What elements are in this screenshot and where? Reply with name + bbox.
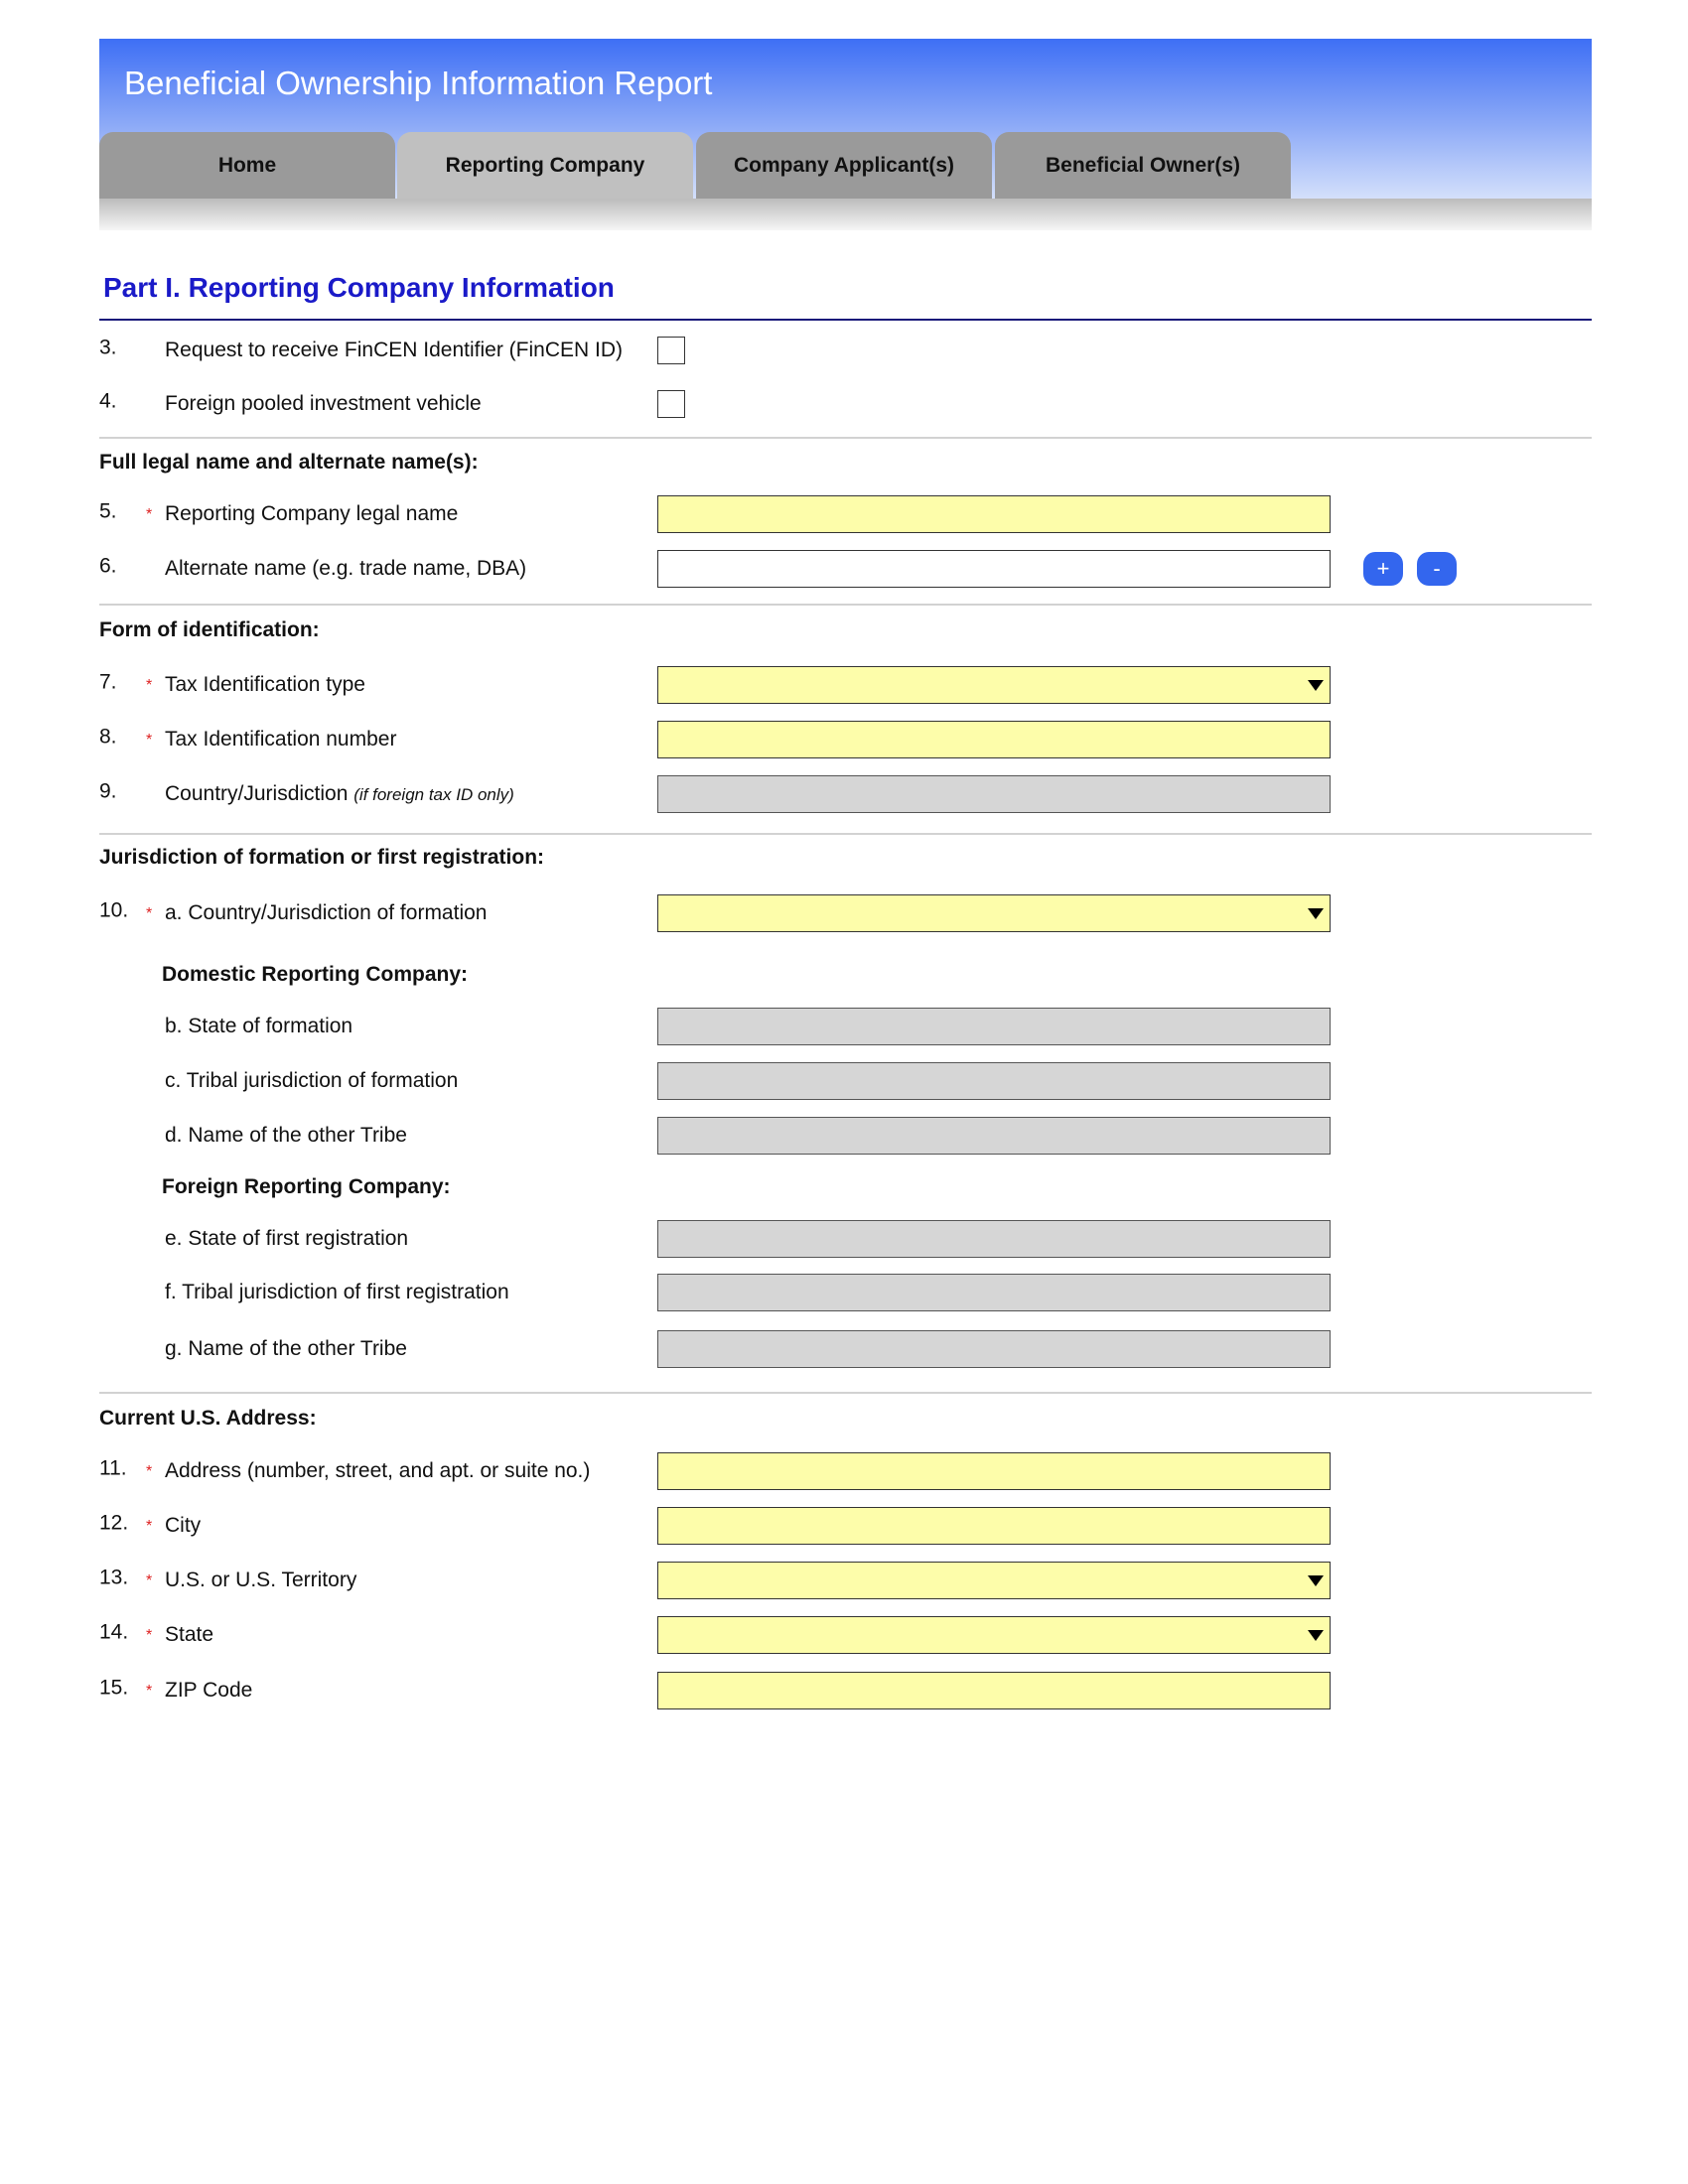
field-label-text: c. Tribal jurisdiction of formation	[165, 1069, 459, 1092]
tab-reporting-company[interactable]: Reporting Company	[397, 132, 693, 199]
field-label	[165, 1623, 213, 1647]
section-heading: Domestic Reporting Company:	[162, 963, 469, 986]
required-asterisk-icon: *	[146, 676, 153, 694]
required-asterisk-icon: *	[146, 1626, 153, 1644]
section-heading: Form of identification:	[99, 618, 320, 641]
field-label	[165, 1569, 356, 1592]
page-title: Part I. Reporting Company Information	[103, 272, 615, 303]
field-label-text: e. State of first registration	[165, 1227, 409, 1250]
required-asterisk-icon: *	[146, 1571, 153, 1589]
text-input	[657, 1008, 1331, 1045]
text-input[interactable]	[657, 495, 1331, 533]
field-label	[165, 1069, 458, 1093]
section-divider	[99, 437, 1592, 439]
field-label-text: g. Name of the other Tribe	[165, 1337, 407, 1360]
field-number: 7.	[99, 670, 117, 694]
field-label-text: Tax Identification number	[165, 728, 397, 751]
field-number: 6.	[99, 554, 117, 578]
field-label	[165, 1459, 590, 1483]
field-label	[165, 392, 482, 416]
field-label-text: City	[165, 1514, 202, 1537]
field-number: 11.	[99, 1456, 127, 1480]
required-asterisk-icon: *	[146, 1462, 153, 1480]
field-note: (if foreign tax ID only)	[353, 785, 514, 804]
dropdown-arrow-icon[interactable]	[1308, 1630, 1324, 1641]
required-asterisk-icon: *	[146, 1682, 153, 1700]
text-input[interactable]	[657, 1672, 1331, 1709]
field-label	[165, 1337, 407, 1361]
field-number: 10.	[99, 898, 129, 922]
section-divider	[99, 1392, 1592, 1394]
section-divider	[99, 833, 1592, 835]
field-label-text: State	[165, 1623, 214, 1646]
field-label	[165, 782, 514, 806]
text-input	[657, 775, 1331, 813]
field-number: 9.	[99, 779, 117, 803]
section-heading: Current U.S. Address:	[99, 1407, 317, 1430]
field-label-text: f. Tribal jurisdiction of first registration	[165, 1281, 509, 1303]
field-label-text: b. State of formation	[165, 1015, 353, 1037]
field-label	[165, 1514, 201, 1538]
field-label-text: a. Country/Jurisdiction of formation	[165, 901, 488, 924]
field-label	[165, 673, 365, 697]
required-asterisk-icon: *	[146, 1517, 153, 1535]
add-alternate-name-button[interactable]: +	[1363, 552, 1403, 586]
field-label-text: Reporting Company legal name	[165, 502, 459, 525]
text-input[interactable]	[657, 1507, 1331, 1545]
text-input[interactable]	[657, 550, 1331, 588]
remove-alternate-name-button[interactable]: -	[1417, 552, 1457, 586]
field-label-text: Tax Identification type	[165, 673, 365, 696]
app-title: Beneficial Ownership Information Report	[124, 65, 713, 101]
tab-bar-shadow	[99, 199, 1592, 230]
text-input	[657, 1062, 1331, 1100]
title-divider	[99, 319, 1592, 321]
field-label	[165, 1124, 407, 1148]
field-label	[165, 728, 396, 751]
text-input[interactable]	[657, 721, 1331, 758]
field-number: 5.	[99, 499, 117, 523]
field-number: 12.	[99, 1511, 129, 1535]
text-input	[657, 1274, 1331, 1311]
field-label	[165, 557, 526, 581]
field-label-text: ZIP Code	[165, 1679, 253, 1702]
required-asterisk-icon: *	[146, 731, 153, 749]
field-label	[165, 1227, 408, 1251]
field-label-text: U.S. or U.S. Territory	[165, 1569, 357, 1591]
field-label-text: Address (number, street, and apt. or suite no.)	[165, 1459, 591, 1482]
field-label-text: Request to receive FinCEN Identifier (FinCEN ID)	[165, 339, 623, 361]
section-heading: Foreign Reporting Company:	[162, 1175, 451, 1198]
field-label	[165, 1679, 252, 1703]
tab-company-applicants[interactable]: Company Applicant(s)	[696, 132, 992, 199]
text-input	[657, 1220, 1331, 1258]
field-number: 3.	[99, 336, 117, 359]
required-asterisk-icon: *	[146, 904, 153, 922]
section-heading: Full legal name and alternate name(s):	[99, 451, 479, 474]
tab-home[interactable]: Home	[99, 132, 395, 199]
text-input[interactable]	[657, 1452, 1331, 1490]
text-input	[657, 1117, 1331, 1155]
field-number: 15.	[99, 1676, 129, 1700]
text-input	[657, 1330, 1331, 1368]
field-number: 4.	[99, 389, 117, 413]
field-number: 13.	[99, 1566, 129, 1589]
tab-beneficial-owners[interactable]: Beneficial Owner(s)	[995, 132, 1291, 199]
select-dropdown[interactable]	[657, 894, 1331, 932]
required-asterisk-icon: *	[146, 505, 153, 523]
section-heading: Jurisdiction of formation or first registration:	[99, 846, 545, 869]
field-label	[165, 901, 487, 925]
dropdown-arrow-icon[interactable]	[1308, 680, 1324, 691]
field-label-text: Country/Jurisdiction	[165, 782, 349, 805]
field-label	[165, 1281, 509, 1304]
select-dropdown[interactable]	[657, 666, 1331, 704]
field-label-text: Foreign pooled investment vehicle	[165, 392, 482, 415]
checkbox[interactable]	[657, 390, 685, 418]
field-number: 14.	[99, 1620, 129, 1644]
dropdown-arrow-icon[interactable]	[1308, 908, 1324, 919]
section-divider	[99, 604, 1592, 606]
field-label-text: d. Name of the other Tribe	[165, 1124, 407, 1147]
select-dropdown[interactable]	[657, 1616, 1331, 1654]
select-dropdown[interactable]	[657, 1562, 1331, 1599]
field-label	[165, 502, 458, 526]
field-label-text: Alternate name (e.g. trade name, DBA)	[165, 557, 527, 580]
field-label	[165, 1015, 352, 1038]
dropdown-arrow-icon[interactable]	[1308, 1575, 1324, 1586]
field-number: 8.	[99, 725, 117, 749]
checkbox[interactable]	[657, 337, 685, 364]
field-label	[165, 339, 623, 362]
